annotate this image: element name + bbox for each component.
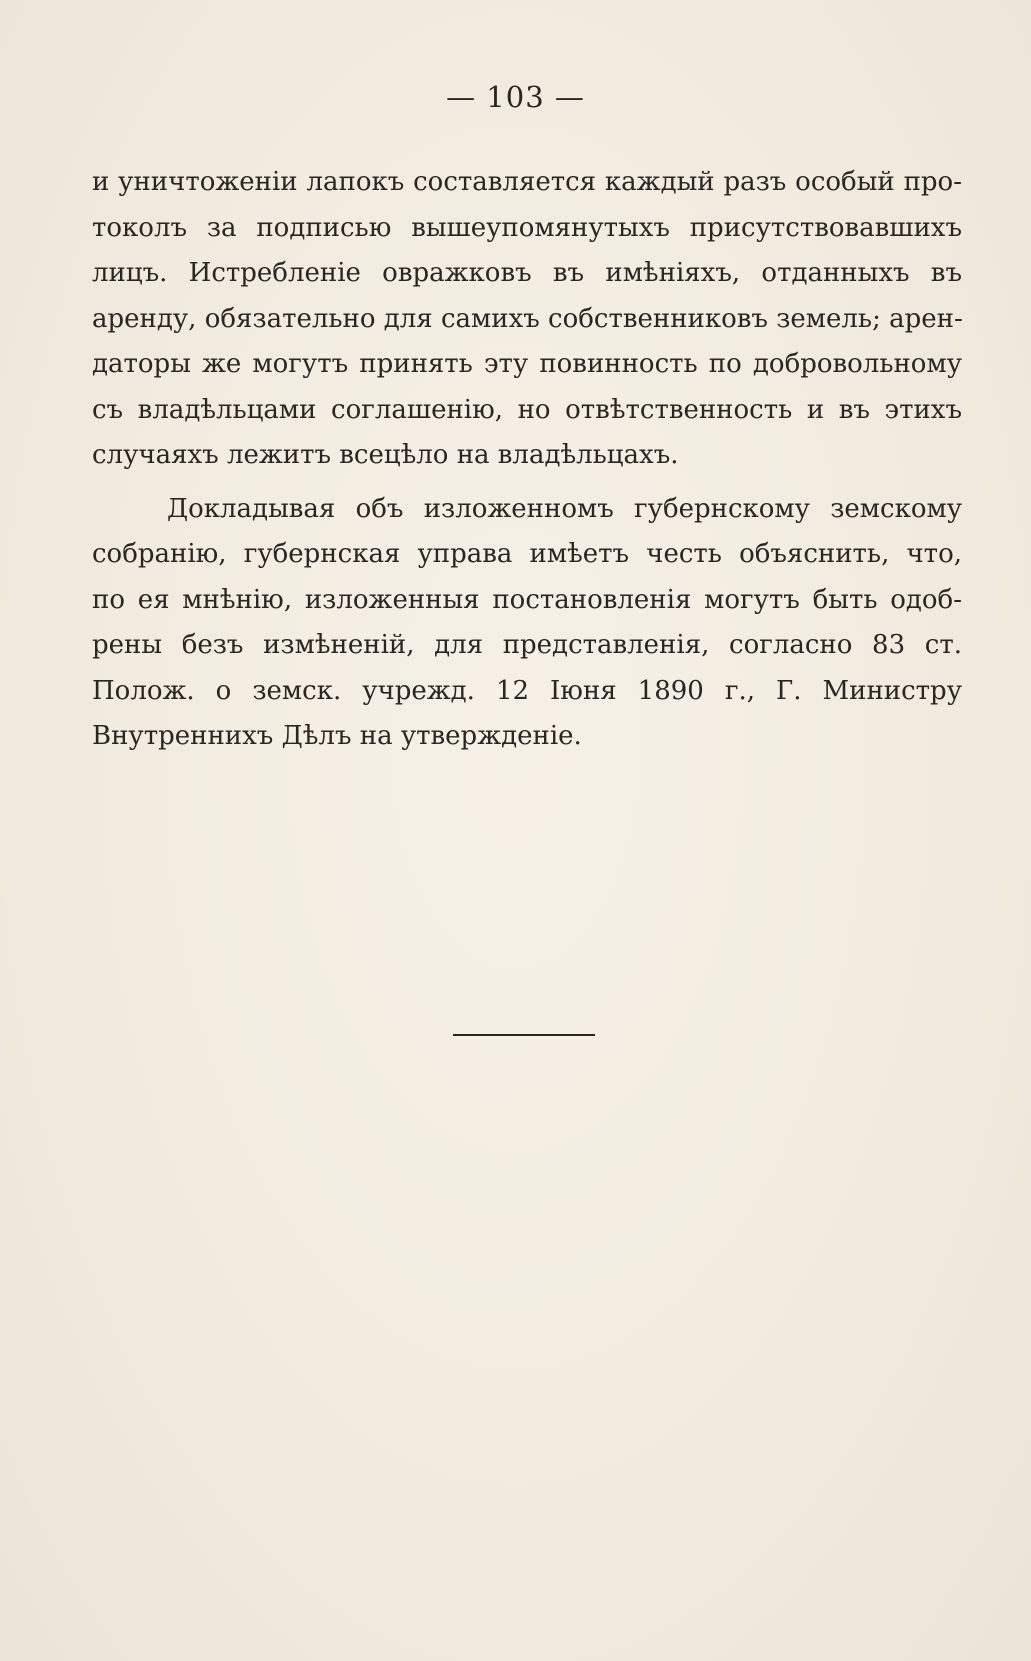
paragraph-2 xyxy=(92,487,962,760)
text-line: даторы же могутъ принять эту повинность по добровольному xyxy=(92,349,962,379)
text-line: аренду, обязательно для самихъ собственниковъ земель; арен- xyxy=(92,303,963,334)
section-divider xyxy=(453,1034,595,1036)
text-line: Внутреннихъ Дѣлъ на утвержденіе. xyxy=(92,721,582,751)
text-line: и уничтоженіи лапокъ составляется каждый разъ особый про- xyxy=(92,167,962,197)
paragraph-1 xyxy=(92,160,962,479)
text-line: рены безъ измѣненій, для представленія, согласно 83 ст. xyxy=(92,630,962,660)
body-text xyxy=(92,160,962,760)
text-line: Докладывая объ изложенномъ губернскому земскому xyxy=(167,493,962,524)
text-line: лицъ. Истребленіе овражковъ въ имѣніяхъ, отданныхъ въ xyxy=(92,258,962,288)
page-number: — 103 — xyxy=(446,80,585,114)
text-line: токолъ за подписью вышеупомянутыхъ присутствовавшихъ xyxy=(92,212,962,243)
text-line: съ владѣльцами соглашенію, но отвѣтственность и въ этихъ xyxy=(92,394,962,425)
text-line: по ея мнѣнію, изложенныя постановленія могутъ быть одоб- xyxy=(92,584,962,615)
text-line: случаяхъ лежитъ всецѣло на владѣльцахъ. xyxy=(92,440,679,470)
text-line: Полож. о земск. учрежд. 12 Іюня 1890 г., Г. Министру xyxy=(92,675,962,706)
text-line: собранію, губернская управа имѣетъ честь объяснить, что, xyxy=(92,539,962,569)
